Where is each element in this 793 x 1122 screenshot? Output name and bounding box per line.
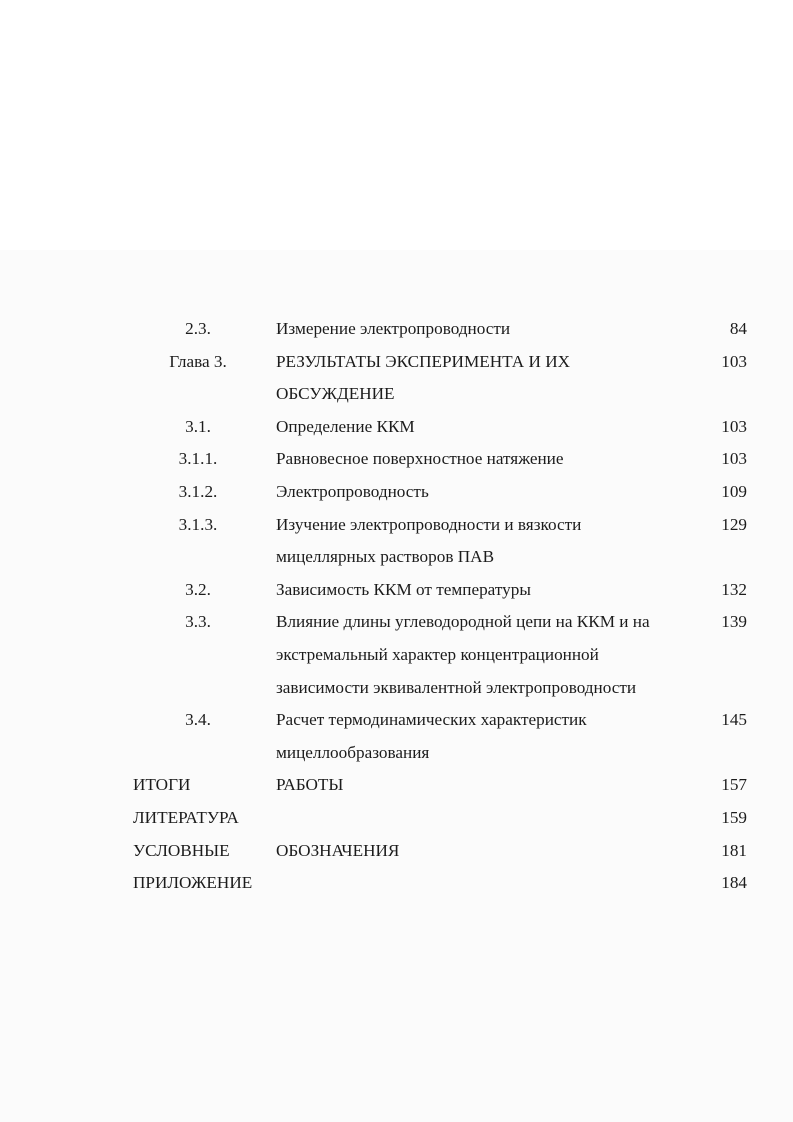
toc-entry [0,346,793,379]
toc-page-number: 129 [721,514,747,534]
toc-entry-continuation [0,737,793,770]
toc-page-number: 181 [721,840,747,860]
toc-entry-title: Определение ККМ [276,416,415,436]
toc-page-number: 103 [721,416,747,436]
toc-entry-title: РЕЗУЛЬТАТЫ ЭКСПЕРИМЕНТА И ИХ [276,351,571,371]
toc-entry [0,443,793,476]
toc-entry-continuation [0,672,793,705]
toc-entry-continuation [0,541,793,574]
toc-entry [0,704,793,737]
toc-page-number: 139 [721,612,747,632]
toc-entry [0,574,793,607]
toc-page-number: 157 [721,775,747,795]
table-of-contents [0,313,793,900]
toc-entry [0,769,793,802]
toc-entry-number: 3.2. [185,579,211,599]
toc-entry-title: РАБОТЫ [276,775,344,795]
toc-entry [0,835,793,868]
toc-entry-number: 3.1.2. [178,481,218,501]
toc-entry-title: Изучение электропроводности и вязкости [276,514,582,534]
toc-entry-title: зависимости эквивалентной электропроводности [276,677,637,697]
toc-entry-title: Равновесное поверхностное натяжение [276,449,564,469]
toc-entry [0,411,793,444]
toc-entry-title: Измерение электропроводности [276,319,511,338]
toc-entry-number: 3.1.1. [178,449,218,469]
toc-entry-title: экстремальный характер концентрационной [276,644,599,664]
toc-page-number: 145 [721,710,747,730]
toc-entry-title: Расчет термодинамических характеристик [276,710,587,730]
toc-entry-number: 3.1.3. [178,514,218,534]
toc-entry-continuation [0,639,793,672]
toc-page-number: 103 [721,351,747,371]
toc-entry-title: ОБОЗНАЧЕНИЯ [276,840,400,860]
toc-page-number: 84 [729,319,747,338]
toc-entry-title: Влияние длины углеводородной цепи на ККМ и на [276,612,650,632]
toc-page-number: 103 [721,449,747,469]
toc-entry-number: ЛИТЕРАТУРА [133,807,239,827]
toc-entry-number: 3.1. [185,416,211,436]
toc-entry-number: УСЛОВНЫЕ [133,840,230,860]
toc-entry [0,867,793,900]
toc-entry-number: Глава 3. [169,351,227,371]
toc-entry-title: Зависимость ККМ от температуры [276,579,531,599]
toc-entry [0,476,793,509]
toc-entry-title: мицеллообразования [276,742,430,762]
toc-entry-number: ПРИЛОЖЕНИЕ [133,873,253,893]
toc-entry [0,606,793,639]
toc-page-number: 159 [721,807,747,827]
toc-page-number: 184 [721,873,747,893]
toc-entry [0,509,793,542]
toc-entry-number: ИТОГИ [133,775,191,795]
toc-entry-number: 3.4. [185,710,211,730]
toc-entry-number: 2.3. [185,319,211,338]
toc-entry-title: ОБСУЖДЕНИЕ [276,384,395,404]
toc-entry-number: 3.3. [185,612,211,632]
toc-entry-title: мицеллярных растворов ПАВ [276,547,495,567]
toc-page-number: 132 [721,579,747,599]
toc-page-number: 109 [721,481,747,501]
toc-entry-title: Электропроводность [276,481,429,501]
toc-entry-continuation [0,378,793,411]
toc-entry [0,802,793,835]
toc-entry [0,313,793,346]
